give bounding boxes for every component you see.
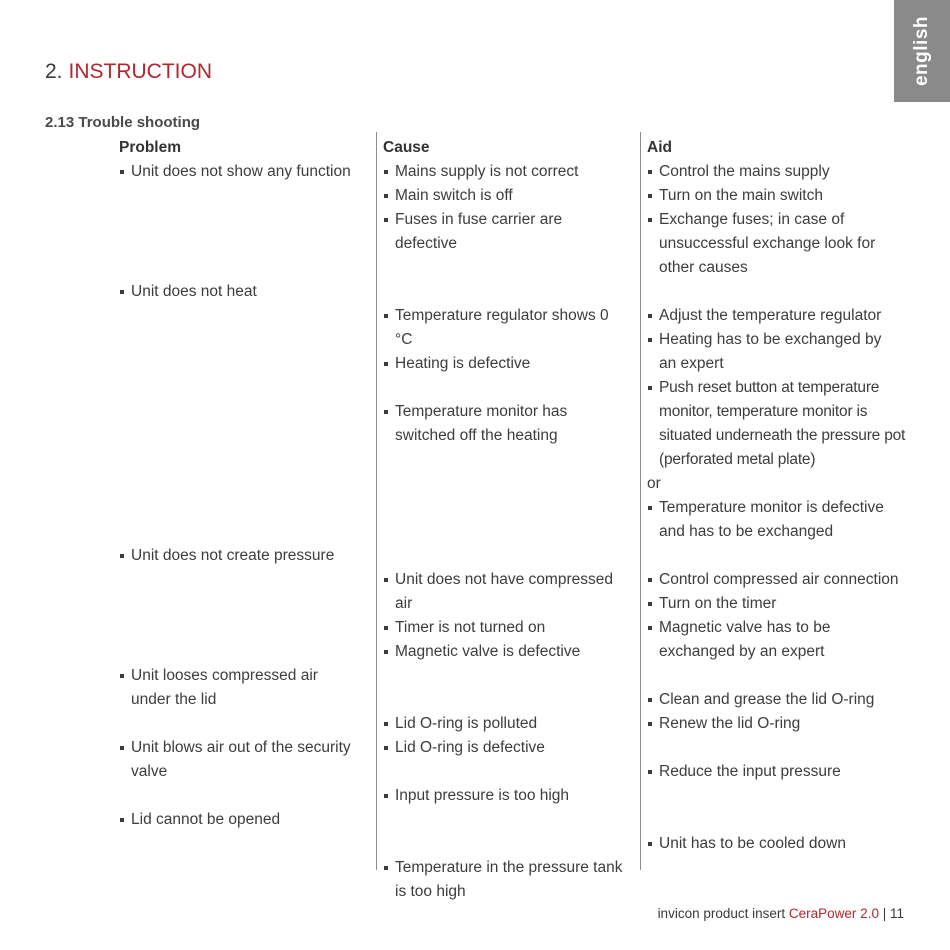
aid-item: Control compressed air connection [647,568,907,592]
chapter-heading [45,60,212,84]
column-divider-aid [640,132,641,870]
language-tab [894,0,950,102]
aid-item: Turn on the timer [647,592,907,616]
problem-item: Unit blows air out of the security valve [119,736,356,784]
cause-item: Heating is defective [383,352,628,376]
footer-product: CeraPower 2.0 [788,906,879,921]
column-divider-cause [376,132,377,870]
aid-item: Clean and grease the lid O-ring [647,688,907,712]
aid-column [647,136,907,856]
cause-item: Unit does not have compressed air [383,568,628,616]
problem-item: Unit does not create pressure [119,544,364,568]
language-label: english [911,15,932,87]
aid-header: Aid [647,139,672,156]
aid-item: Exchange fuses; in case of unsuccessful exchange look for other causes [647,208,914,280]
aid-item: Adjust the temperature regulator [647,304,907,328]
page-number: | 11 [882,906,904,921]
problem-item: Unit looses compressed air under the lid [119,664,321,712]
cause-item: Fuses in fuse carrier are defective [383,208,628,256]
cause-item: Mains supply is not correct [383,160,628,184]
cause-item: Timer is not turned on [383,616,628,640]
cause-column [383,136,628,904]
chapter-title: INSTRUCTION [68,60,213,83]
cause-item: Main switch is off [383,184,628,208]
cause-item: Temperature in the pressure tank is too high [383,856,635,904]
footer-prefix: invicon product insert [657,906,786,921]
cause-item: Temperature monitor has switched off the heating [383,400,627,448]
problem-item: Lid cannot be opened [119,808,364,832]
cause-item: Lid O-ring is polluted [383,712,628,736]
problem-column [119,136,364,832]
aid-item: Magnetic valve has to be exchanged by an expert [647,616,904,664]
section-title: 2.13 Trouble shooting [45,114,201,131]
aid-item: Renew the lid O-ring [647,712,907,736]
aid-item: Control the mains supply [647,160,907,184]
cause-item: Lid O-ring is defective [383,736,628,760]
cause-item: Temperature regulator shows 0 °C [383,304,628,352]
cause-header: Cause [383,139,430,156]
chapter-number: 2. [45,60,63,83]
aid-item: Turn on the main switch [647,184,907,208]
aid-item: Unit has to be cooled down [647,832,907,856]
aid-or-text: or [647,475,661,492]
aid-item: Heating has to be exchanged by an expert [647,328,891,376]
aid-item: Temperature monitor is defective and has to be exchanged [647,496,904,544]
page-footer [658,906,904,921]
aid-item: Reduce the input pressure [647,760,907,784]
cause-item: Input pressure is too high [383,784,628,808]
problem-item: Unit does not show any function [119,160,364,184]
aid-item: Push reset button at temperature monitor, temperature monitor is situated underneath the pressure pot (perforated metal plate) [647,376,909,472]
cause-item: Magnetic valve is defective [383,640,628,664]
problem-header: Problem [119,139,182,156]
problem-item: Unit does not heat [119,280,364,304]
